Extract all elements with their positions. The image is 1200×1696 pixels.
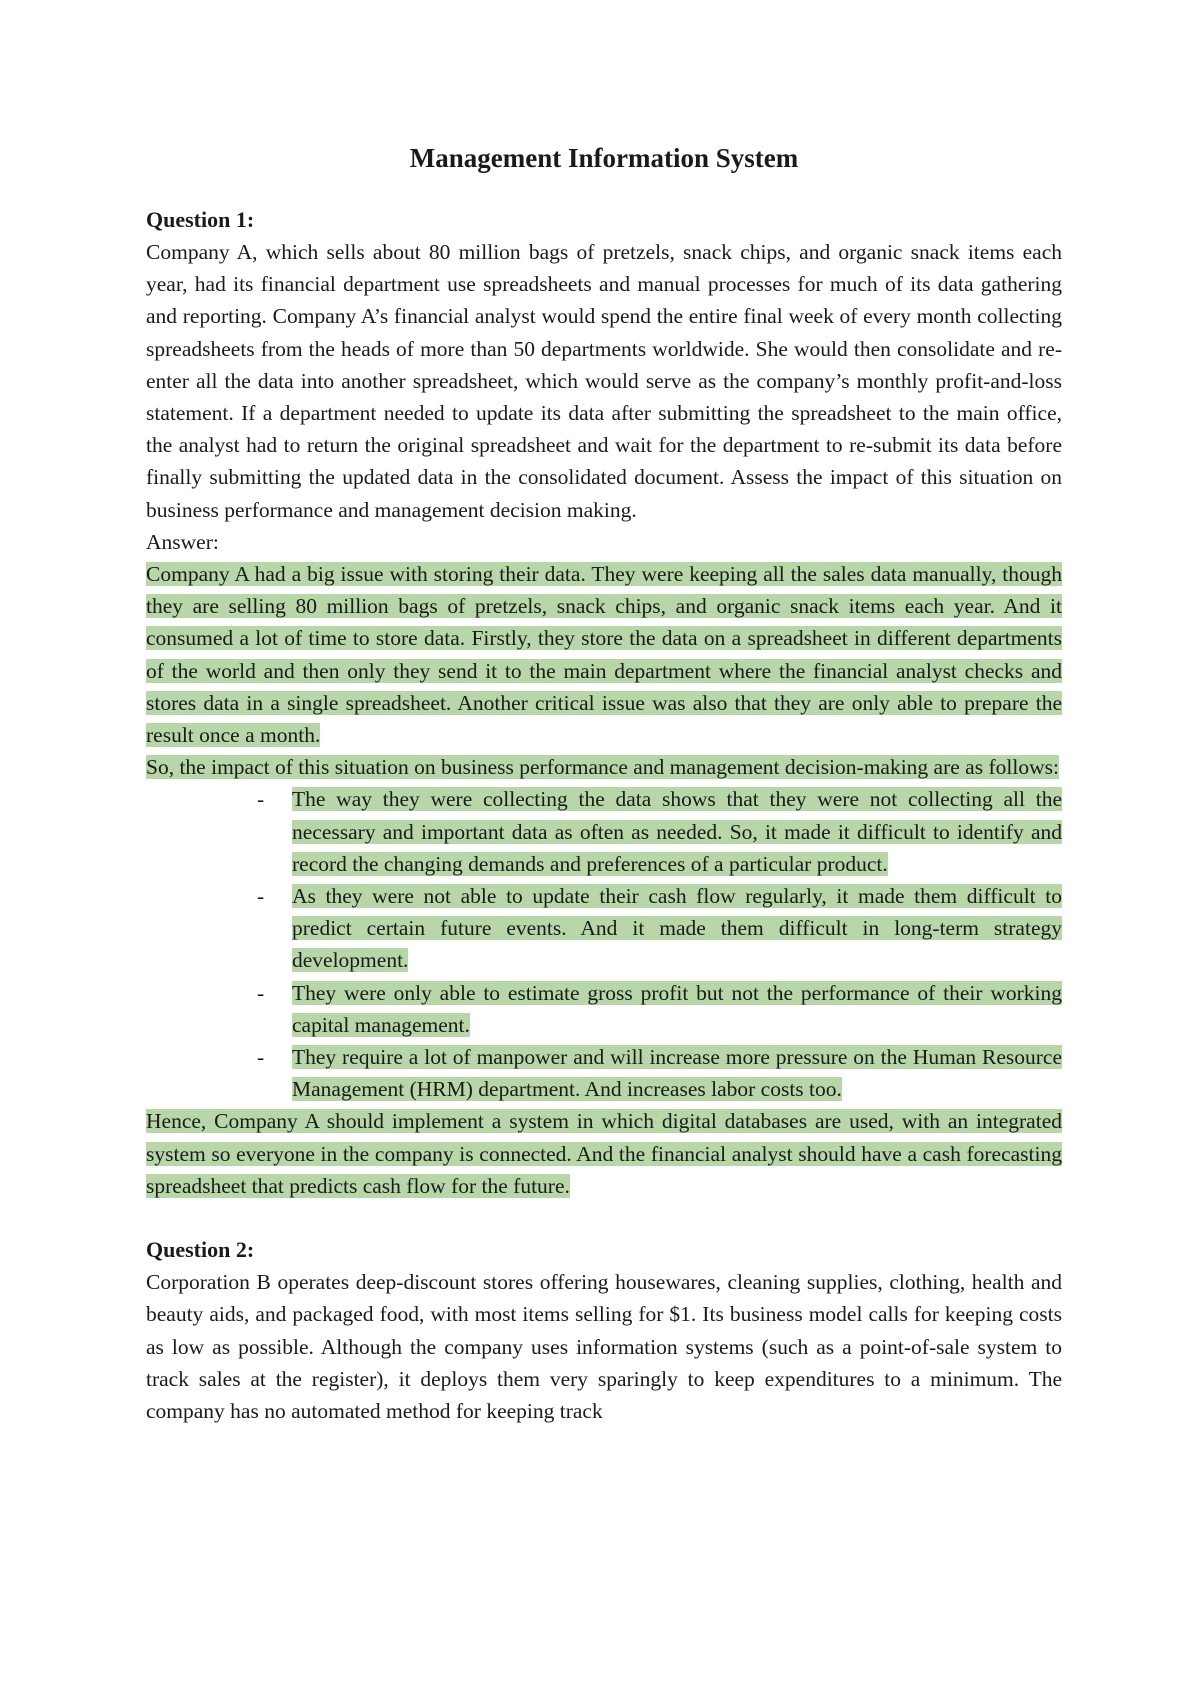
document-page <box>146 140 1062 1427</box>
section-spacer <box>146 1202 1062 1234</box>
question-1-section <box>146 204 1062 1202</box>
question-1-body: Company A, which sells about 80 million bags of pretzels, snack chips, and organic snack items each year, had its financial department use spreadsheets and manual processes for much of its data gathering and reporting. Company A’s financial analyst would spend the entire final week of every month collecting spreadsheets from the heads of more than 50 departments worldwide. She would then consolidate and re-enter all the data into another spreadsheet, which would serve as the company’s monthly profit-and-loss statement. If a department needed to update its data after submitting the spreadsheet to the main office, the analyst had to return the original spreadsheet and wait for the department to re-submit its data before finally submitting the updated data in the consolidated document. Assess the impact of this situation on business performance and management decision making. <box>146 240 1062 522</box>
answer-intro-paragraph <box>146 558 1062 751</box>
bullet-marker: - <box>257 787 265 812</box>
answer-intro-text: Company A had a big issue with storing their data. They were keeping all the sales data manually, though they are selling 80 million bags of pretzels, snack chips, and organic snack items each year. And it consumed a lot of time to store data. Firstly, they store the data on a spreadsheet in different departments of the world and then only they send it to the main department where the financial analyst checks and stores data in a single spreadsheet. Another critical issue was also that they are only able to prepare the result once a month. <box>146 562 1062 748</box>
bullet-marker: - <box>257 980 265 1005</box>
list-item <box>146 977 1062 1041</box>
bullet-text: As they were not able to update their cash flow regularly, it made them difficult to predict certain future events. And it made them difficult in long-term strategy development. <box>292 884 1062 973</box>
bullet-text: They were only able to estimate gross profit but not the performance of their working capital management. <box>292 980 1062 1037</box>
list-item <box>146 783 1062 880</box>
bullet-text: They require a lot of manpower and will increase more pressure on the Human Resource Management (HRM) department. And increases labor costs too. <box>292 1045 1062 1102</box>
bullet-text: The way they were collecting the data shows that they were not collecting all the necessary and important data as often as needed. So, it made it difficult to identify and record the changing demands and preferences of a particular product. <box>292 787 1062 876</box>
answer-label: Answer: <box>146 529 219 554</box>
impact-intro-text: So, the impact of this situation on business performance and management decision-making are as follows: <box>146 755 1059 780</box>
question-2-section <box>146 1234 1062 1427</box>
impact-intro-paragraph <box>146 751 1062 783</box>
question-2-heading: Question 2: <box>146 1237 255 1263</box>
list-item <box>146 880 1062 977</box>
question-1-heading: Question 1: <box>146 207 255 232</box>
question-2-body: Corporation B operates deep-discount stores offering housewares, cleaning supplies, clothing, health and beauty aids, and packaged food, with most items selling for $1. Its business model calls for keeping costs as low as possible. Although the company uses information systems (such as a point-of-sale system to track sales at the register), it deploys them very sparingly to keep expenditures to a minimum. The company has no automated method for keeping track <box>146 1270 1062 1423</box>
conclusion-paragraph <box>146 1105 1062 1202</box>
document-title: Management Information System <box>409 143 799 173</box>
bullet-marker: - <box>257 884 265 909</box>
conclusion-text: Hence, Company A should implement a system in which digital databases are used, with an integrated system so everyone in the company is connected. And the financial analyst should have a cash forecasting spreadsheet that predicts cash flow for the future. <box>146 1109 1062 1198</box>
impact-bullet-list <box>146 783 1062 1105</box>
list-item <box>146 1041 1062 1105</box>
bullet-marker: - <box>257 1045 265 1070</box>
